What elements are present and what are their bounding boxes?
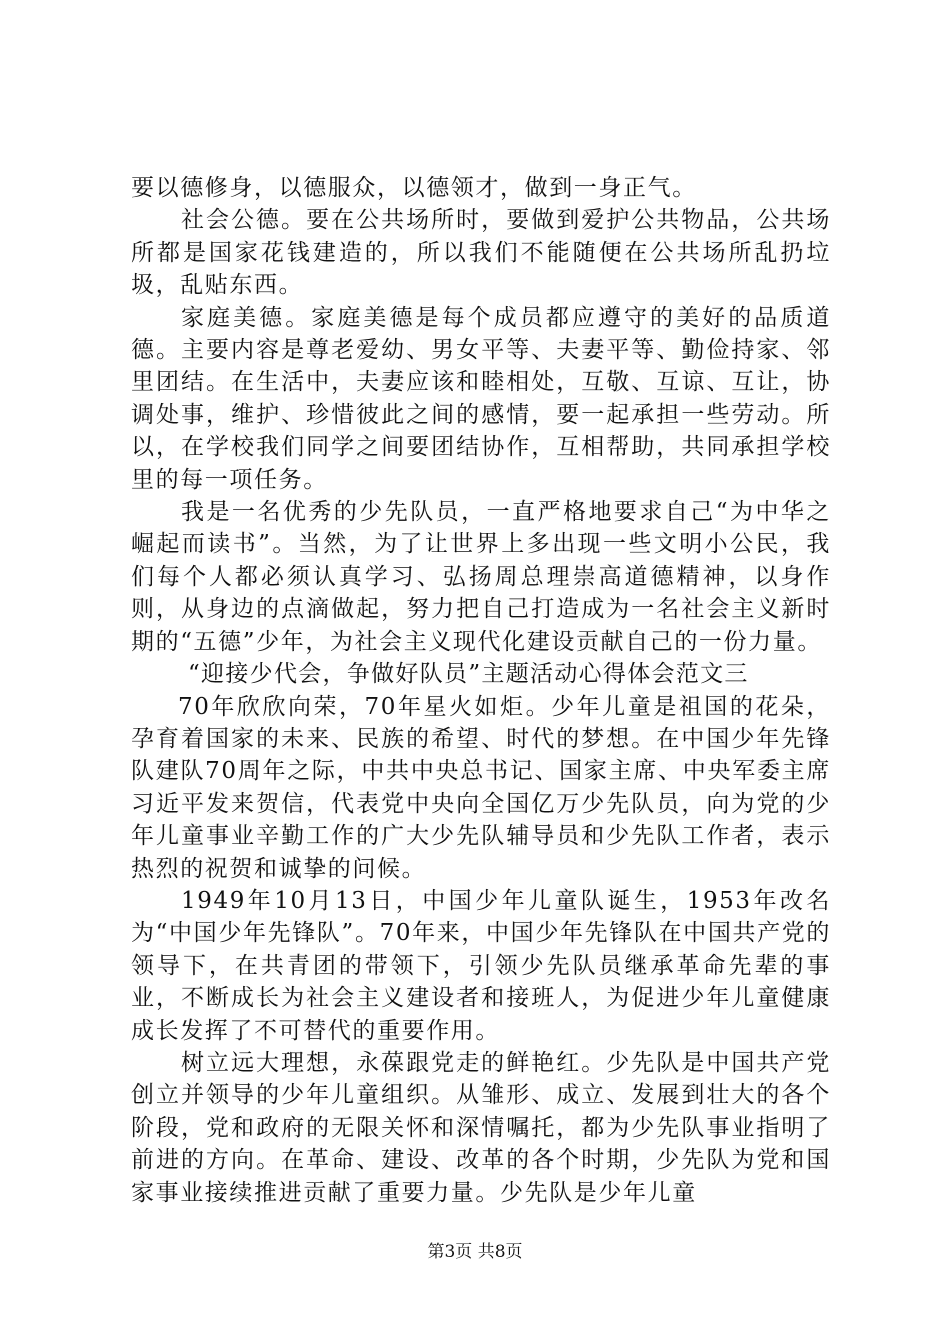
- section-heading: “迎接少代会，争做好队员”主题活动心得体会范文三: [188, 661, 749, 688]
- document-body: [131, 172, 831, 1209]
- paragraph-social-morality: 社会公德。要在公共场所时，要做到爱护公共物品，公共场所都是国家花钱建造的，所以我们不能随便在公共场所乱扔垃圾，乱贴东西。: [131, 207, 831, 299]
- page-number-footer: 第3页 共8页: [427, 1242, 523, 1262]
- paragraph-ideals: 树立远大理想，永葆跟党走的鲜艳红。少先队是中国共产党创立并领导的少年儿童组织。从雏形、成立、发展到壮大的各个阶段，党和政府的无限关怀和深情嘱托，都为少先队事业指明了前进的方向。在革命、建设、改革的各个时期，少先队为党和国家事业接续推进贡献了重要力量。少先队是少年儿童: [131, 1049, 831, 1206]
- paragraph-70-years: 70年欣欣向荣，70年星火如炬。少年儿童是祖国的花朵，孕育着国家的未来、民族的希望、时代的梦想。在中国少年先锋队建队70周年之际，中共中央总书记、国家主席、中央军委主席习近平发来贺信，代表党中央向全国亿万少先队员，向为党的少年儿童事业辛勤工作的广大少先队辅导员和少先队工作者，表示热烈的祝贺和诚挚的问候。: [131, 693, 831, 882]
- paragraph-history: 1949年10月13日，中国少年儿童队诞生，1953年改名为“中国少年先锋队”。70年来，中国少年先锋队在中国共产党的领导下，在共青团的带领下，引领少先队员继承革命先辈的事业，不断成长为社会主义建设者和接班人，为促进少年儿童健康成长发挥了不可替代的重要作用。: [131, 887, 831, 1044]
- paragraph-family-virtue: 家庭美德。家庭美德是每个成员都应遵守的美好的品质道德。主要内容是尊老爱幼、男女平等、夫妻平等、勤俭持家、邻里团结。在生活中，夫妻应该和睦相处，互敬、互谅、互让，协调处事，维护、珍惜彼此之间的感情，要一起承担一些劳动。所以，在学校我们同学之间要团结协作，互相帮助，共同承担学校里的每一项任务。: [131, 304, 831, 493]
- paragraph-young-pioneer: 我是一名优秀的少先队员，一直严格地要求自己“为中华之崛起而读书”。当然，为了让世界上多出现一些文明小公民，我们每个人都必须认真学习、弘扬周总理崇高道德精神，以身作则，从身边的点滴做起，努力把自己打造成为一名社会主义新时期的“五德”少年，为社会主义现代化建设贡献自己的一份力量。: [131, 499, 831, 655]
- paragraph-continuation: 要以德修身，以德服众，以德领才，做到一身正气。: [131, 175, 697, 201]
